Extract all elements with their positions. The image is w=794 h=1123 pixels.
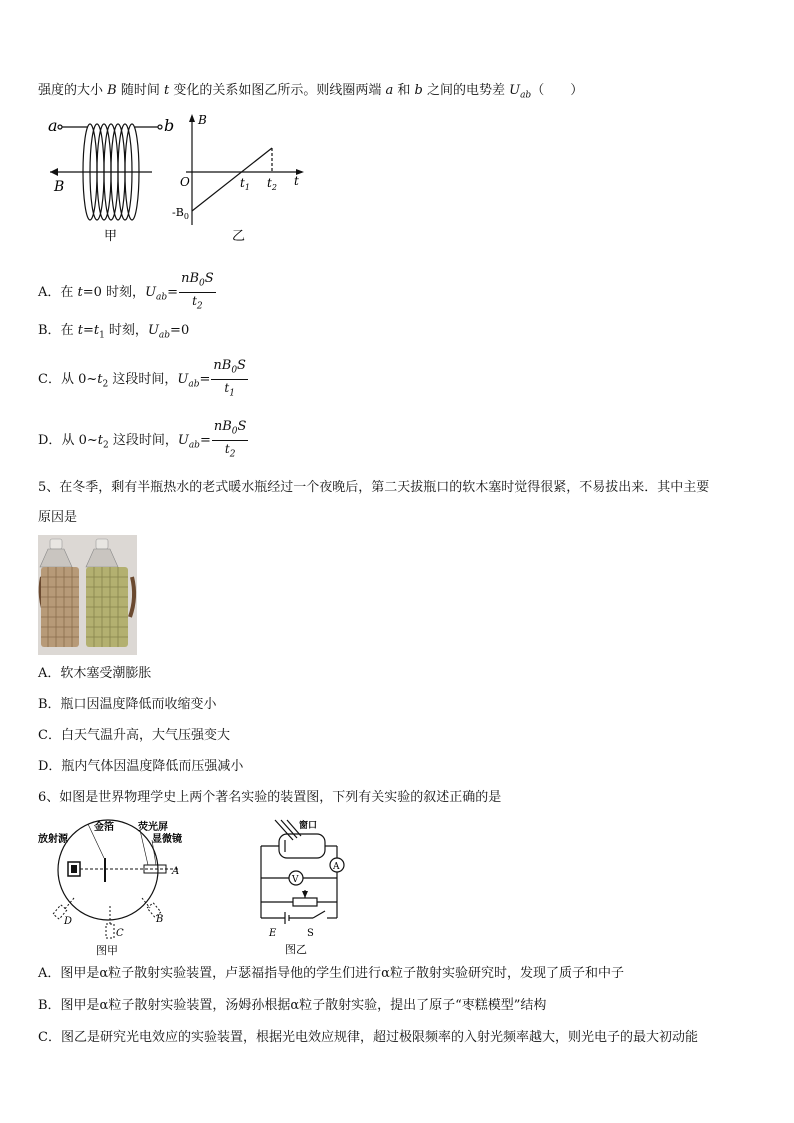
q6-option-c[interactable]: C．图乙是研究光电效应的实验装置，根据光电效应规律，超过极限频率的入射光频率越大，则光电子的最大初动能 xyxy=(38,1030,698,1045)
label-gold-foil: 金箔 xyxy=(94,822,114,833)
caption-figure-yi: 图乙 xyxy=(285,943,307,956)
label-window: 窗口 xyxy=(299,821,318,831)
q6-figure-jia xyxy=(38,818,188,958)
label-screen: 荧光屏 xyxy=(138,822,168,833)
q5-option-a[interactable]: A．软木塞受潮膨胀 xyxy=(38,666,152,681)
q4-figure-jia xyxy=(40,110,175,245)
label-C: C xyxy=(116,928,124,939)
tick-t1: $t_1$ xyxy=(240,176,250,192)
thermos-photo xyxy=(38,535,137,655)
caption-jia: 甲 xyxy=(104,229,118,244)
voltmeter-symbol: V xyxy=(292,875,299,885)
label-microscope: 显微镜 xyxy=(152,834,182,845)
label-E: E xyxy=(269,928,277,939)
q5-stem-line2: 原因是 xyxy=(38,510,78,525)
axis-neg-B0: $-B_0$ xyxy=(172,206,189,221)
tick-t2: $t_2$ xyxy=(267,176,277,192)
q4-figure-yi xyxy=(170,110,310,245)
q4-option-d[interactable]: D．从 $0\sim t_2$ 这段时间，$U_{ab}=$ $\frac{nB_0S}{t_2}$ xyxy=(38,419,247,459)
q5-option-b[interactable]: B．瓶口因温度降低而收缩变小 xyxy=(38,697,217,712)
q6-figure-yi xyxy=(255,818,355,958)
caption-figure-jia: 图甲 xyxy=(96,944,118,957)
q5-option-c[interactable]: C．白天气温升高，大气压强变大 xyxy=(38,728,230,743)
label-B: B xyxy=(54,179,65,195)
caption-yi: 乙 xyxy=(232,229,246,244)
axis-t: t xyxy=(294,174,299,188)
label-S: S xyxy=(307,928,314,939)
ammeter-symbol: A xyxy=(333,862,340,872)
q4-option-b[interactable]: B．在 $t=t_1$ 时刻，$U_{ab}=0$ xyxy=(38,323,190,341)
label-b: b xyxy=(164,116,175,135)
q5-stem-line1: 5、在冬季，剩有半瓶热水的老式暖水瓶经过一个夜晚后，第二天拔瓶口的软木塞时觉得很紧，不易拔出来．其中主要 xyxy=(38,480,710,495)
q4-option-c[interactable]: C．从 $0\sim t_2$ 这段时间，$U_{ab}=$ $\frac{nB_0S}{t_1}$ xyxy=(38,358,246,398)
label-D: D xyxy=(64,916,73,927)
q5-option-d[interactable]: D．瓶内气体因温度降低而压强减小 xyxy=(38,759,244,774)
label-source: 放射源 xyxy=(38,834,68,845)
q6-option-b[interactable]: B．图甲是α粒子散射实验装置，汤姆孙根据α粒子散射实验，提出了原子“枣糕模型”结构 xyxy=(38,998,547,1013)
label-A: A xyxy=(172,866,180,877)
q4-stem: 强度的大小 B 随时间 t 变化的关系如图乙所示。则线圈两端 a 和 b 之间的电势差 $U_{ab}$（ ） xyxy=(38,83,584,101)
label-a: a xyxy=(48,116,58,135)
label-B: B xyxy=(156,914,164,925)
q4-option-a[interactable]: A．在 t=0 时刻，$U_{ab}=$ $\frac{nB_0S}{t_2}$ xyxy=(38,271,214,311)
axis-B: B xyxy=(198,113,207,127)
axis-origin: O xyxy=(180,175,190,189)
q6-option-a[interactable]: A．图甲是α粒子散射实验装置，卢瑟福指导他的学生们进行α粒子散射实验研究时，发现了质子和中子 xyxy=(38,966,624,981)
q6-stem: 6、如图是世界物理学史上两个著名实验的装置图，下列有关实验的叙述正确的是 xyxy=(38,790,502,805)
